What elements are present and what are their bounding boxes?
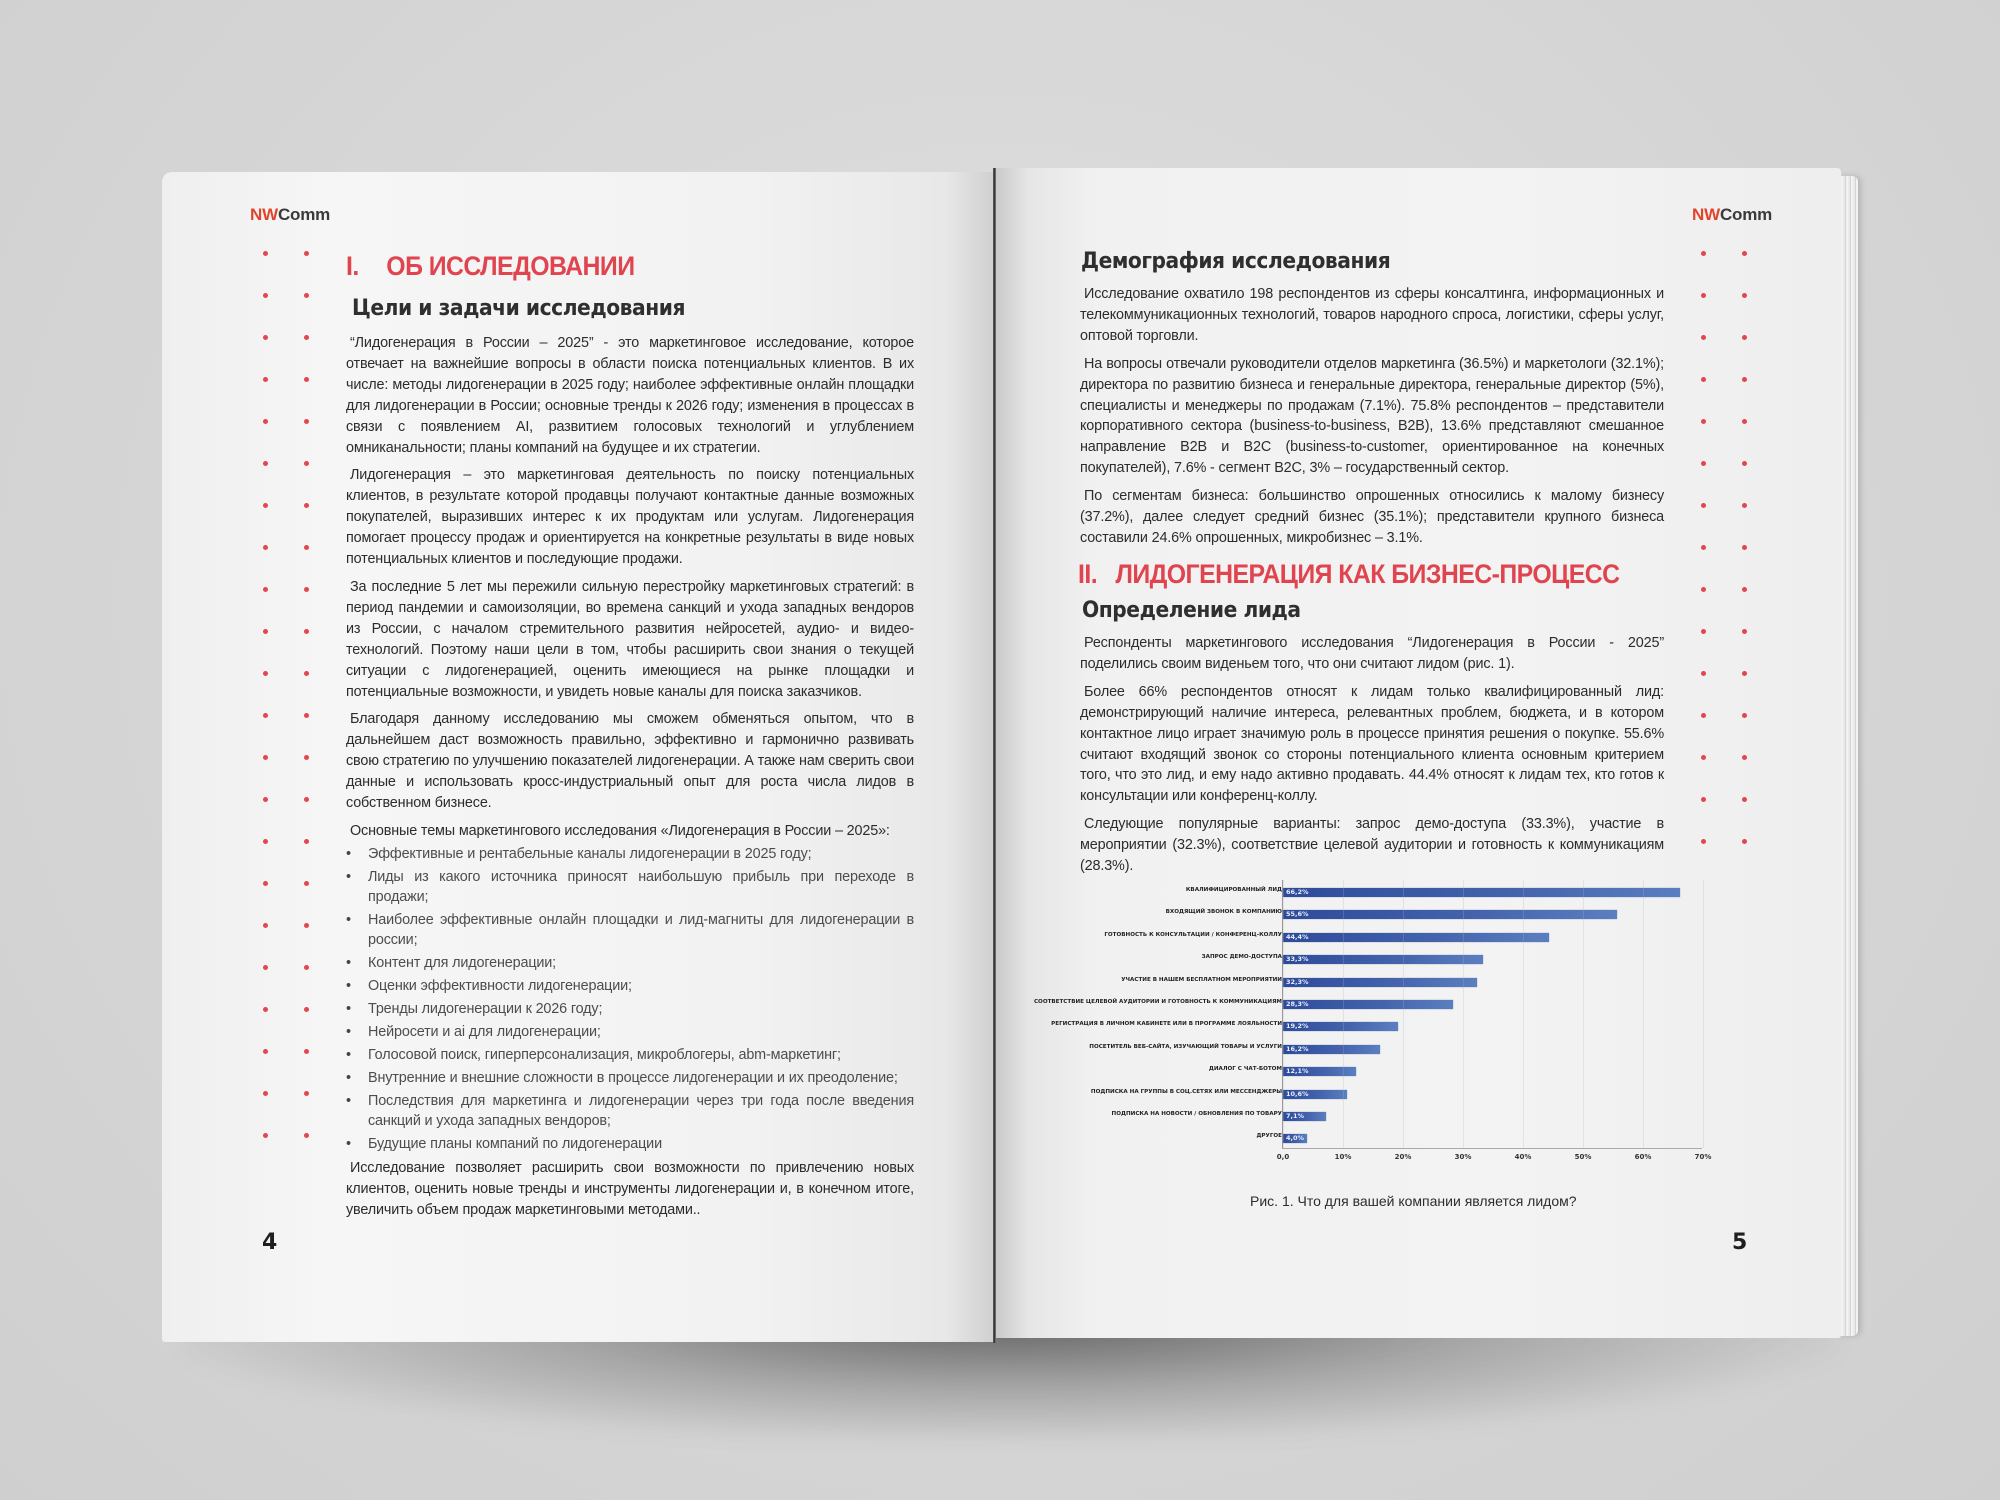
dot [304,377,309,382]
dot [263,671,268,676]
chart-bar [1283,1067,1356,1076]
chart-category-label: РЕГИСТРАЦИЯ В ЛИЧНОМ КАБИНЕТЕ ИЛИ В ПРОГРАММЕ ЛОЯЛЬНОСТИ [1051,1021,1282,1028]
logo-comm: Comm [1719,205,1773,224]
topic-item: • Будущие планы компаний по лидогенерации [346,1134,914,1154]
chart-bar [1283,1000,1453,1009]
chart-gridline [1343,880,1344,1148]
topic-item: • Нейросети и ai для лидогенерации; [346,1022,914,1042]
chart-category-label: ЗАПРОС ДЕМО-ДОСТУПА [1201,954,1282,961]
dot [304,293,309,298]
topic-item: • Голосовой поиск, гиперперсонализация, микроблогеры, abm-маркетинг; [346,1045,914,1065]
dot [263,461,268,466]
section-number: II. [1078,559,1098,589]
dot [1701,629,1706,634]
dot [1742,797,1747,802]
dot [263,1049,268,1054]
chart-category-label: УЧАСТИЕ В НАШЕМ БЕСПЛАТНОМ МЕРОПРИЯТИИ [1121,976,1282,983]
logo-nw: NW [250,205,278,224]
logo-left [250,205,330,225]
dot [304,251,309,256]
dot [1701,419,1706,424]
dot [1742,461,1747,466]
chart-x-tick: 30% [1454,1153,1472,1161]
dot [1742,629,1747,634]
chart-value-label: 12,1% [1286,1067,1309,1076]
chart-value-label: 32,3% [1286,977,1309,986]
chart-row [1040,955,1740,965]
dot [304,629,309,634]
topics-list [346,844,914,1154]
dot [263,503,268,508]
dot [1701,251,1706,256]
chart-row [1040,1112,1740,1122]
book-spine [993,168,996,1343]
logo-nw: NW [1692,205,1720,224]
dot [1742,671,1747,676]
dot [263,377,268,382]
dot [263,923,268,928]
chart-row [1040,933,1740,943]
chart-category-label: СООТВЕТСТВИЕ ЦЕЛЕВОЙ АУДИТОРИИ И ГОТОВНОСТЬ К КОММУНИКАЦИЯМ [1033,999,1282,1005]
paragraph: “Лидогенерация в России – 2025” - это маркетинговое исследование, которое отвечает на важнейшие вопросы в области поиска потенциальных клиентов. В их числе: методы лидогенерации в 2025 году; наиболее эффективные онлайн площадки для лидогенерации в России; основные тренды к 2026 году; изменения в процессах в связи с появлением AI, развитием голосовых технологий и углублением омниканальности; планы компаний на будущее и их стратегии. [346,335,914,456]
dot [304,923,309,928]
chart-gridline [1463,880,1464,1148]
chart-row [1040,1134,1740,1144]
dot [263,293,268,298]
topics-intro: Основные темы маркетингового исследования «Лидогенерация в России – 2025»: [350,822,890,839]
chart-row [1040,978,1740,988]
chart-value-label: 16,2% [1286,1044,1309,1053]
topic-item: • Последствия для маркетинга и лидогенерации через три года после введения санкций и ухода западных вендоров; [346,1091,914,1131]
dot [1742,419,1747,424]
chart-bar [1283,978,1477,987]
chart-row [1033,999,1740,1010]
dot [263,1133,268,1138]
page-number-right: 5 [1732,1230,1748,1255]
dot [304,713,309,718]
dot [1742,713,1747,718]
lead-definition-bar-chart [1033,876,1740,1166]
chart-x-tick: 70% [1694,1153,1712,1161]
dot [304,1091,309,1096]
chart-value-label: 7,1% [1286,1112,1305,1120]
dot [1701,671,1706,676]
dot [1742,755,1747,760]
dot [304,1049,309,1054]
chart-category-label: КВАЛИФИЦИРОВАННЫЙ ЛИД [1185,887,1282,893]
subheading-goals: Цели и задачи исследования [352,296,685,321]
paragraph: Более 66% респондентов относят к лидам только квалифицированный лид: демонстрирующий наличие интереса, релевантных проблем, бюджета, и в котором контактное лицо играет значимую роль в процессе принятия решения о покупке. 55.6% считают входящий звонок со стороны потенциального клиента основным критерием того, что это лид, и ему надо активно продавать. 44.4% относят к лидам тех, кто готов к консультации или конференц-коллу. [1080,683,1664,805]
chart-row [1040,1090,1740,1100]
chart-value-label: 33,3% [1286,955,1309,964]
chart-bar [1283,1134,1307,1143]
dot [263,1091,268,1096]
topic-item: • Контент для лидогенерации; [346,953,914,973]
dot [263,587,268,592]
dot [304,881,309,886]
chart-x-axis [1282,1148,1702,1149]
dot [263,1007,268,1012]
chart-bar [1283,1045,1380,1054]
dot [1701,461,1706,466]
chart-value-label: 44,4% [1286,932,1309,941]
section-title: ЛИДОГЕНЕРАЦИЯ КАК БИЗНЕС-ПРОЦЕСС [1115,559,1620,589]
dot [304,1007,309,1012]
logo-right [1692,205,1772,225]
dot [263,755,268,760]
paragraph: По сегментам бизнеса: большинство опрошенных относились к малому бизнесу (37.2%), далее следует средний бизнес (35.1%); представители крупного бизнеса составили 24.6% опрошенных, микробизнес – 3.1%. [1080,488,1664,546]
chart-bar [1283,1112,1326,1121]
dot [304,797,309,802]
chart-bar [1283,1090,1347,1099]
dot [263,251,268,256]
chart-value-label: 55,6% [1286,910,1309,919]
figure-caption: Рис. 1. Что для вашей компании является лидом? [1250,1193,1577,1209]
chart-x-tick: 60% [1634,1153,1652,1161]
dot [304,1133,309,1138]
chart-category-label: ДРУГОЕ [1256,1133,1282,1140]
chart-row [1040,888,1740,898]
page-number-left: 4 [262,1230,278,1255]
dot [1742,839,1747,844]
lead-body [1080,633,1664,884]
chart-gridline [1703,880,1704,1148]
chart-x-tick: 10% [1334,1153,1352,1161]
dot [263,419,268,424]
dot [1742,335,1747,340]
dot [304,587,309,592]
topic-item: • Оценки эффективности лидогенерации; [346,976,914,996]
chart-value-label: 28,3% [1286,1000,1309,1008]
chart-row [1040,1045,1740,1055]
chart-category-label: ГОТОВНОСТЬ К КОНСУЛЬТАЦИИ / КОНФЕРЕНЦ-КОЛЛУ [1104,931,1282,938]
dot [1701,839,1706,844]
chart-category-label: ПОДПИСКА НА НОВОСТИ / ОБНОВЛЕНИЯ ПО ТОВАРУ [1111,1111,1282,1117]
topic-item: • Эффективные и рентабельные каналы лидогенерации в 2025 году; [346,844,914,864]
dot [263,797,268,802]
dot [304,461,309,466]
topic-item: • Внутренние и внешние сложности в процессе лидогенерации и их преодоление; [346,1068,914,1088]
paragraph: Следующие популярные варианты: запрос демо-доступа (33.3%), участие в мероприятии (32.3%), соответствие целевой аудитории и готовность к коммуникациям (28.3%). [1080,816,1664,875]
dot [1742,503,1747,508]
dot [1742,587,1747,592]
dot [1742,377,1747,382]
dot [263,335,268,340]
dot [1701,293,1706,298]
paragraph: Благодаря данному исследованию мы сможем обменяться опытом, что в дальнейшем даст возможность правильно, эффективно и гармонично развивать свою стратегию по улучшению показателей лидогенерации. А также нам сверить свои данные и использовать кросс-индустриальный опыт для роста числа лидов в собственном бизнесе. [346,711,914,812]
chart-bar [1283,955,1483,964]
dot [304,419,309,424]
subheading-lead-definition: Определение лида [1082,598,1301,623]
dot [304,671,309,676]
dot [1701,713,1706,718]
dot [263,545,268,550]
dot [263,881,268,886]
demographics-body [1080,284,1664,556]
dot [304,335,309,340]
chart-x-tick: 0,0 [1276,1153,1290,1161]
topic-item: • Тренды лидогенерации к 2026 году; [346,999,914,1019]
dot [304,545,309,550]
dot [304,839,309,844]
subheading-demographics: Демография исследования [1081,249,1391,274]
dot [1701,377,1706,382]
dot [1701,503,1706,508]
chart-value-label: 19,2% [1286,1022,1309,1031]
section-heading-1 [346,251,635,282]
left-body [346,333,914,1228]
dot [263,713,268,718]
chart-bar [1283,910,1617,919]
chart-x-tick: 20% [1394,1153,1412,1161]
chart-category-label: ВХОДЯЩИЙ ЗВОНОК В КОМПАНИЮ [1165,909,1282,916]
dot [1701,335,1706,340]
chart-category-label: ПОДПИСКА НА ГРУППЫ В СОЦ.СЕТЯХ ИЛИ МЕССЕНДЖЕРЫ [1090,1088,1282,1095]
decorative-dots-left [263,251,309,1138]
dot [1701,545,1706,550]
paragraph: Респонденты маркетингового исследования “Лидогенерация в России - 2025” поделились своим виденьем того, что они считают лидом (рис. 1). [1080,635,1664,672]
dot [1701,755,1706,760]
section-title: ОБ ИССЛЕДОВАНИИ [386,251,635,281]
chart-category-label: ДИАЛОГ С ЧАТ-БОТОМ [1208,1066,1282,1073]
paragraph: Лидогенерация – это маркетинговая деятельность по поиску потенциальных клиентов, в результате которой продавцы получают контактные данные возможных покупателей, выразивших интерес к их продуктам или услугам. Лидогенерация помогает процессу продаж и ориентируется на конкретные результаты в виде новых потенциальных клиентов и последующие продажи. [346,467,914,568]
dot [1701,797,1706,802]
chart-x-tick: 40% [1514,1153,1532,1161]
dot [304,965,309,970]
dot [263,965,268,970]
dot [263,629,268,634]
dot [1742,251,1747,256]
chart-gridline [1283,880,1284,1148]
chart-bar [1283,933,1549,942]
dot [1742,545,1747,550]
page-stack-edge [1838,176,1858,1336]
dot [1742,293,1747,298]
paragraph: Исследование охватило 198 респондентов из сферы консалтинга, информационных и телекоммуникационных технологий, товаров народного спроса, логистики, сферы услуг, оптовой торговли. [1080,286,1664,344]
dot [304,503,309,508]
decorative-dots-right [1701,251,1747,844]
chart-gridline [1403,880,1404,1148]
chart-bar [1283,1022,1398,1031]
dot [1701,587,1706,592]
chart-category-label: ПОСЕТИТЕЛЬ ВЕБ-САЙТА, ИЗУЧАЮЩИЙ ТОВАРЫ И УСЛУГИ [1089,1043,1282,1050]
chart-row [1040,1022,1740,1032]
chart-gridline [1643,880,1644,1148]
chart-value-label: 4,0% [1286,1134,1305,1143]
chart-row [1040,910,1740,920]
topic-item: • Наиболее эффективные онлайн площадки и лид-магниты для лидогенерации в россии; [346,910,914,950]
chart-row [1040,1067,1740,1077]
paragraph: За последние 5 лет мы пережили сильную перестройку маркетинговых стратегий: в период пандемии и самоизоляции, во времена санкций и ухода западных вендоров из России, с началом стремительного развития нейросетей, аудио- и видео-технологий. Поэтому наши цели в том, чтобы расширить свои знания о текущей ситуации с лидогенерацией, оценить имеющиеся на рынке площадки и потенциальные возможности, и увидеть новые каналы для поиска заказчиков. [346,578,914,700]
section-number: I. [346,251,359,281]
dot [304,755,309,760]
logo-comm: Comm [277,205,331,224]
chart-gridline [1523,880,1524,1148]
topic-item: • Лиды из какого источника приносят наибольшую прибыль при переходе в продажи; [346,867,914,907]
dot [263,839,268,844]
closing-paragraph: Исследование позволяет расширить свои возможности по привлечению новых клиентов, оценить новые тренды и инструменты лидогенерации и, в конечном итоге, увеличить объем продаж маркетинговыми методами.. [346,1159,914,1218]
chart-x-tick: 50% [1574,1153,1592,1161]
chart-gridline [1583,880,1584,1148]
section-heading-2 [1078,559,1619,590]
paragraph: На вопросы отвечали руководители отделов маркетинга (36.5%) и маркетологи (32.1%); директора по развитию бизнеса и генеральные директора, генеральные директор (5%), специалисты и менеджеры по продажам (7.1%). 75.8% респондентов – представители корпоративного сектора (business-to-business, B2B), 13.6% представляют смешанное направление B2B и B2C (business-to-customer, ориентированное на конечных покупателей), 7.6% - сегмент B2C, 3% – государственный сектор. [1080,355,1664,477]
chart-value-label: 10,6% [1286,1089,1309,1098]
chart-value-label: 66,2% [1286,888,1309,896]
